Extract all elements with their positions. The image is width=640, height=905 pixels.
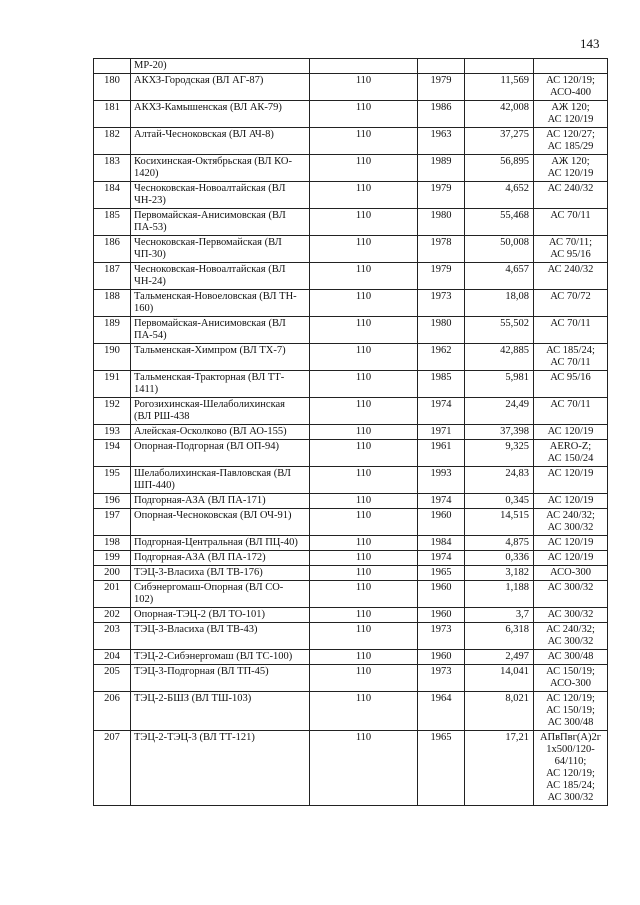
row-number-cell: 188 [94,290,131,317]
line-name-cell [131,623,310,650]
length-cell: 3,7 [465,608,534,623]
wire-type-cell-line: АС 70/11 [550,318,591,329]
length-cell: 14,041 [465,665,534,692]
row-number-cell: 189 [94,317,131,344]
line-name-cell [131,551,310,566]
line-name-cell-line: Чесноковская-Первомайская (ВЛ [134,237,282,248]
length-cell: 4,875 [465,536,534,551]
year-cell: 1974 [418,398,465,425]
wire-type-cell [534,263,608,290]
voltage-cell: 110 [310,551,418,566]
year-cell: 1978 [418,236,465,263]
year-cell: 1973 [418,623,465,650]
line-name-cell-line: АКХЗ-Камышенская (ВЛ АК-79) [134,102,282,113]
line-name-cell-line: 160) [134,303,154,314]
wire-type-cell-line: АС 240/32 [547,264,594,275]
wire-type-cell-line: АС 300/32 [547,792,594,803]
row-number-cell: 201 [94,581,131,608]
wire-type-cell-line: АС 300/32 [547,522,594,533]
voltage-cell: 110 [310,731,418,806]
row-number-cell [94,59,131,74]
wire-type-cell-line: АС 70/11 [550,210,591,221]
length-cell [465,59,534,74]
voltage-cell: 110 [310,665,418,692]
wire-type-cell-line: АС 120/27; [546,129,595,140]
wire-type-cell-line: АС 120/19 [547,114,594,125]
wire-type-cell-line: 64/110; [554,756,587,767]
wire-type-cell [534,236,608,263]
row-number-cell: 194 [94,440,131,467]
length-cell: 18,08 [465,290,534,317]
line-name-cell [131,371,310,398]
line-name-cell-line: АКХЗ-Городская (ВЛ АГ-87) [134,75,264,86]
voltage-cell: 110 [310,398,418,425]
table-row [94,440,608,467]
year-cell: 1980 [418,209,465,236]
wire-type-cell-line: АС 120/19 [547,468,594,479]
voltage-cell: 110 [310,494,418,509]
row-number-cell: 190 [94,344,131,371]
table-row [94,155,608,182]
line-name-cell-line: ТЭЦ-2-Сибэнергомаш (ВЛ ТС-100) [134,651,293,662]
table-row [94,290,608,317]
voltage-cell: 110 [310,440,418,467]
wire-type-cell [534,650,608,665]
row-number-cell: 197 [94,509,131,536]
row-number-cell: 182 [94,128,131,155]
line-name-cell-line: Первомайская-Анисимовская (ВЛ [134,210,286,221]
line-name-cell [131,101,310,128]
line-name-cell-line: ТЭЦ-3-Власиха (ВЛ ТВ-43) [134,624,258,635]
line-name-cell [131,182,310,209]
wire-type-cell [534,566,608,581]
year-cell: 1979 [418,182,465,209]
length-cell: 6,318 [465,623,534,650]
wire-type-cell [534,59,608,74]
voltage-cell: 110 [310,581,418,608]
length-cell: 5,981 [465,371,534,398]
line-name-cell-line: Тальменская-Тракторная (ВЛ ТТ- [134,372,285,383]
table-row [94,650,608,665]
voltage-cell: 110 [310,566,418,581]
table-row [94,59,608,74]
row-number-cell: 195 [94,467,131,494]
line-name-cell [131,467,310,494]
wire-type-cell-line: АС 240/32 [547,183,594,194]
row-number-cell: 193 [94,425,131,440]
wire-type-cell [534,425,608,440]
year-cell: 1964 [418,692,465,731]
wire-type-cell-line: АС 300/48 [547,651,594,662]
length-cell: 2,497 [465,650,534,665]
wire-type-cell-line: АСО-400 [550,87,591,98]
wire-type-cell-line: АС 95/16 [550,249,591,260]
wire-type-cell-line: АС 300/32 [547,582,594,593]
voltage-cell: 110 [310,650,418,665]
row-number-cell: 192 [94,398,131,425]
length-cell: 56,895 [465,155,534,182]
wire-type-cell-line: АСО-300 [550,678,591,689]
line-name-cell-line: 1420) [134,168,159,179]
wire-type-cell [534,536,608,551]
length-cell: 9,325 [465,440,534,467]
line-name-cell [131,155,310,182]
year-cell: 1980 [418,317,465,344]
wire-type-cell-line: АС 185/29 [547,141,594,152]
wire-type-cell-line: АС 185/24; [546,345,595,356]
year-cell: 1965 [418,731,465,806]
row-number-cell: 203 [94,623,131,650]
table-row [94,509,608,536]
length-cell: 1,188 [465,581,534,608]
voltage-cell: 110 [310,608,418,623]
year-cell: 1960 [418,650,465,665]
wire-type-cell [534,128,608,155]
year-cell: 1963 [418,128,465,155]
voltage-cell: 110 [310,623,418,650]
line-name-cell-line: ЧН-23) [134,195,166,206]
voltage-cell: 110 [310,101,418,128]
line-name-cell-line: Подгорная-АЗА (ВЛ ПА-172) [134,552,266,563]
row-number-cell: 184 [94,182,131,209]
wire-type-cell-line: АС 120/19; [546,768,595,779]
line-name-cell-line: Опорная-ТЭЦ-2 (ВЛ ТО-101) [134,609,266,620]
wire-type-cell-line: АС 240/32; [546,510,595,521]
table-row [94,494,608,509]
line-name-cell-line: Алейская-Осколково (ВЛ АО-155) [134,426,287,437]
line-name-cell-line: Алтай-Чесноковская (ВЛ АЧ-8) [134,129,274,140]
wire-type-cell-line: АС 150/24 [547,453,594,464]
table-row [94,209,608,236]
line-name-cell-line: Сибэнергомаш-Опорная (ВЛ СО- [134,582,284,593]
line-name-cell-line: Чесноковская-Новоалтайская (ВЛ [134,183,286,194]
voltage-cell: 110 [310,425,418,440]
line-name-cell-line: ТЭЦ-3-Подгорная (ВЛ ТП-45) [134,666,269,677]
row-number-cell: 183 [94,155,131,182]
wire-type-cell [534,440,608,467]
length-cell: 14,515 [465,509,534,536]
voltage-cell: 110 [310,371,418,398]
length-cell: 55,468 [465,209,534,236]
year-cell: 1985 [418,371,465,398]
length-cell: 42,885 [465,344,534,371]
line-name-cell [131,74,310,101]
line-name-cell [131,509,310,536]
wire-type-cell [534,731,608,806]
year-cell: 1960 [418,509,465,536]
wire-type-cell-line: АС 240/32; [546,624,595,635]
wire-type-cell [534,209,608,236]
wire-type-cell [534,581,608,608]
year-cell: 1973 [418,665,465,692]
line-name-cell [131,650,310,665]
wire-type-cell-line: АСО-300 [550,567,591,578]
line-name-cell-line: Шелаболихинская-Павловская (ВЛ [134,468,291,479]
line-name-cell-line: ПА-54) [134,330,167,341]
voltage-cell: 110 [310,317,418,344]
wire-type-cell-line: АС 120/19 [547,552,594,563]
line-name-cell-line: Первомайская-Анисимовская (ВЛ [134,318,286,329]
line-name-cell [131,536,310,551]
year-cell: 1960 [418,581,465,608]
line-name-cell-line: Рогозихинская-Шелаболихинская [134,399,286,410]
year-cell: 1961 [418,440,465,467]
line-name-cell [131,317,310,344]
table-row [94,263,608,290]
row-number-cell: 186 [94,236,131,263]
line-name-cell-line: Подгорная-Центральная (ВЛ ПЦ-40) [134,537,298,548]
year-cell: 1974 [418,551,465,566]
wire-type-cell-line: АС 70/72 [550,291,591,302]
table-row [94,536,608,551]
line-name-cell [131,263,310,290]
line-name-cell [131,344,310,371]
row-number-cell: 180 [94,74,131,101]
page-number: 143 [580,36,600,51]
line-name-cell [131,731,310,806]
voltage-cell: 110 [310,236,418,263]
line-name-cell-line: ПА-53) [134,222,167,233]
table-row [94,344,608,371]
line-name-cell [131,494,310,509]
line-name-cell-line: ТЭЦ-2-БШЗ (ВЛ ТШ-103) [134,693,252,704]
line-name-cell [131,665,310,692]
line-name-cell-line: Тальменская-Химпром (ВЛ ТХ-7) [134,345,286,356]
wire-type-cell [534,290,608,317]
voltage-cell [310,59,418,74]
table-row [94,731,608,806]
wire-type-cell-line: АС 185/24; [546,780,595,791]
table-row [94,128,608,155]
wire-type-cell-line: АС 120/19 [547,537,594,548]
line-name-cell-line: Чесноковская-Новоалтайская (ВЛ [134,264,286,275]
line-name-cell-line: ШП-440) [134,480,175,491]
length-cell: 4,657 [465,263,534,290]
line-name-cell-line: Косихинская-Октябрьская (ВЛ КО- [134,156,292,167]
line-name-cell [131,440,310,467]
wire-type-cell [534,155,608,182]
year-cell [418,59,465,74]
voltage-cell: 110 [310,344,418,371]
voltage-cell: 110 [310,263,418,290]
wire-type-cell-line: АС 120/19; [546,693,595,704]
line-name-cell [131,692,310,731]
wire-type-cell [534,371,608,398]
row-number-cell: 200 [94,566,131,581]
wire-type-cell-line: АС 95/16 [550,372,591,383]
wire-type-cell [534,692,608,731]
line-name-cell [131,290,310,317]
line-name-cell-line: МР-20) [134,60,167,71]
line-name-cell-line: Тальменская-Новоеловская (ВЛ ТН- [134,291,297,302]
wire-type-cell-line: АС 120/19 [547,168,594,179]
year-cell: 1989 [418,155,465,182]
wire-type-cell [534,317,608,344]
wire-type-cell [534,344,608,371]
length-cell: 0,336 [465,551,534,566]
table-row [94,623,608,650]
table-row [94,608,608,623]
line-name-cell-line: 1411) [134,384,159,395]
voltage-cell: 110 [310,692,418,731]
wire-type-cell-line: АЖ 120; [551,156,590,167]
length-cell: 8,021 [465,692,534,731]
wire-type-cell-line: АС 300/32 [547,609,594,620]
wire-type-cell-line: АС 300/48 [547,717,594,728]
row-number-cell: 206 [94,692,131,731]
wire-type-cell [534,494,608,509]
voltage-cell: 110 [310,536,418,551]
line-name-cell [131,608,310,623]
voltage-cell: 110 [310,209,418,236]
year-cell: 1974 [418,494,465,509]
row-number-cell: 205 [94,665,131,692]
table-row [94,236,608,263]
year-cell: 1960 [418,608,465,623]
line-name-cell-line: Подгорная-АЗА (ВЛ ПА-171) [134,495,266,506]
row-number-cell: 196 [94,494,131,509]
wire-type-cell-line: АЖ 120; [551,102,590,113]
length-cell: 37,398 [465,425,534,440]
row-number-cell: 207 [94,731,131,806]
line-name-cell-line: (ВЛ РШ-438 [134,411,190,422]
wire-type-cell-line: AERO-Z; [549,441,592,452]
voltage-cell: 110 [310,155,418,182]
wire-type-cell [534,623,608,650]
length-cell: 37,275 [465,128,534,155]
wire-type-cell [534,182,608,209]
voltage-cell: 110 [310,128,418,155]
length-cell: 24,49 [465,398,534,425]
wire-type-cell [534,74,608,101]
length-cell: 50,008 [465,236,534,263]
table-row [94,425,608,440]
wire-type-cell-line: АС 70/11 [550,357,591,368]
wire-type-cell [534,509,608,536]
row-number-cell: 199 [94,551,131,566]
wire-type-cell-line: АС 70/11; [548,237,593,248]
year-cell: 1965 [418,566,465,581]
line-name-cell [131,425,310,440]
wire-type-cell [534,608,608,623]
wire-type-cell-line: АС 150/19; [546,705,595,716]
voltage-cell: 110 [310,182,418,209]
line-name-cell [131,398,310,425]
length-cell: 3,182 [465,566,534,581]
wire-type-cell [534,398,608,425]
wire-type-cell-line: АС 300/32 [547,636,594,647]
year-cell: 1986 [418,101,465,128]
table-row [94,74,608,101]
line-name-cell [131,209,310,236]
table-row [94,317,608,344]
length-cell: 17,21 [465,731,534,806]
wire-type-cell-line: АС 120/19 [547,495,594,506]
length-cell: 24,83 [465,467,534,494]
line-name-cell [131,566,310,581]
row-number-cell: 185 [94,209,131,236]
line-name-cell-line: Опорная-Чесноковская (ВЛ ОЧ-91) [134,510,292,521]
table-row [94,692,608,731]
year-cell: 1973 [418,290,465,317]
wire-type-cell-line: АС 120/19 [547,426,594,437]
line-name-cell-line: ЧН-24) [134,276,166,287]
table-body [94,59,608,806]
table-row [94,371,608,398]
wire-type-cell-line: АПвПвг(А)2г [539,732,602,743]
year-cell: 1979 [418,263,465,290]
wire-type-cell [534,551,608,566]
voltage-cell: 110 [310,509,418,536]
table-row [94,467,608,494]
year-cell: 1993 [418,467,465,494]
wire-type-cell [534,101,608,128]
line-name-cell [131,128,310,155]
wire-type-cell-line: АС 120/19; [546,75,595,86]
power-lines-table [93,58,608,806]
year-cell: 1984 [418,536,465,551]
line-name-cell-line: ТЭЦ-2-ТЭЦ-3 (ВЛ ТТ-121) [134,732,255,743]
wire-type-cell-line: 1х500/120- [546,744,595,755]
length-cell: 4,652 [465,182,534,209]
table-row [94,398,608,425]
year-cell: 1971 [418,425,465,440]
voltage-cell: 110 [310,467,418,494]
row-number-cell: 181 [94,101,131,128]
row-number-cell: 191 [94,371,131,398]
table-row [94,182,608,209]
line-name-cell-line: ТЭЦ-3-Власиха (ВЛ ТВ-176) [134,567,263,578]
length-cell: 55,502 [465,317,534,344]
length-cell: 0,345 [465,494,534,509]
wire-type-cell-line: АС 150/19; [546,666,595,677]
table-row [94,101,608,128]
row-number-cell: 204 [94,650,131,665]
length-cell: 42,008 [465,101,534,128]
line-name-cell-line: Опорная-Подгорная (ВЛ ОП-94) [134,441,279,452]
voltage-cell: 110 [310,290,418,317]
table-row [94,581,608,608]
line-name-cell-line: 102) [134,594,154,605]
row-number-cell: 202 [94,608,131,623]
row-number-cell: 198 [94,536,131,551]
wire-type-cell-line: АС 70/11 [550,399,591,410]
line-name-cell [131,236,310,263]
table-row [94,665,608,692]
year-cell: 1962 [418,344,465,371]
length-cell: 11,569 [465,74,534,101]
table-row [94,566,608,581]
wire-type-cell [534,665,608,692]
table-row [94,551,608,566]
line-name-cell [131,581,310,608]
line-name-cell [131,59,310,74]
line-name-cell-line: ЧП-30) [134,249,166,260]
row-number-cell: 187 [94,263,131,290]
voltage-cell: 110 [310,74,418,101]
wire-type-cell [534,467,608,494]
year-cell: 1979 [418,74,465,101]
